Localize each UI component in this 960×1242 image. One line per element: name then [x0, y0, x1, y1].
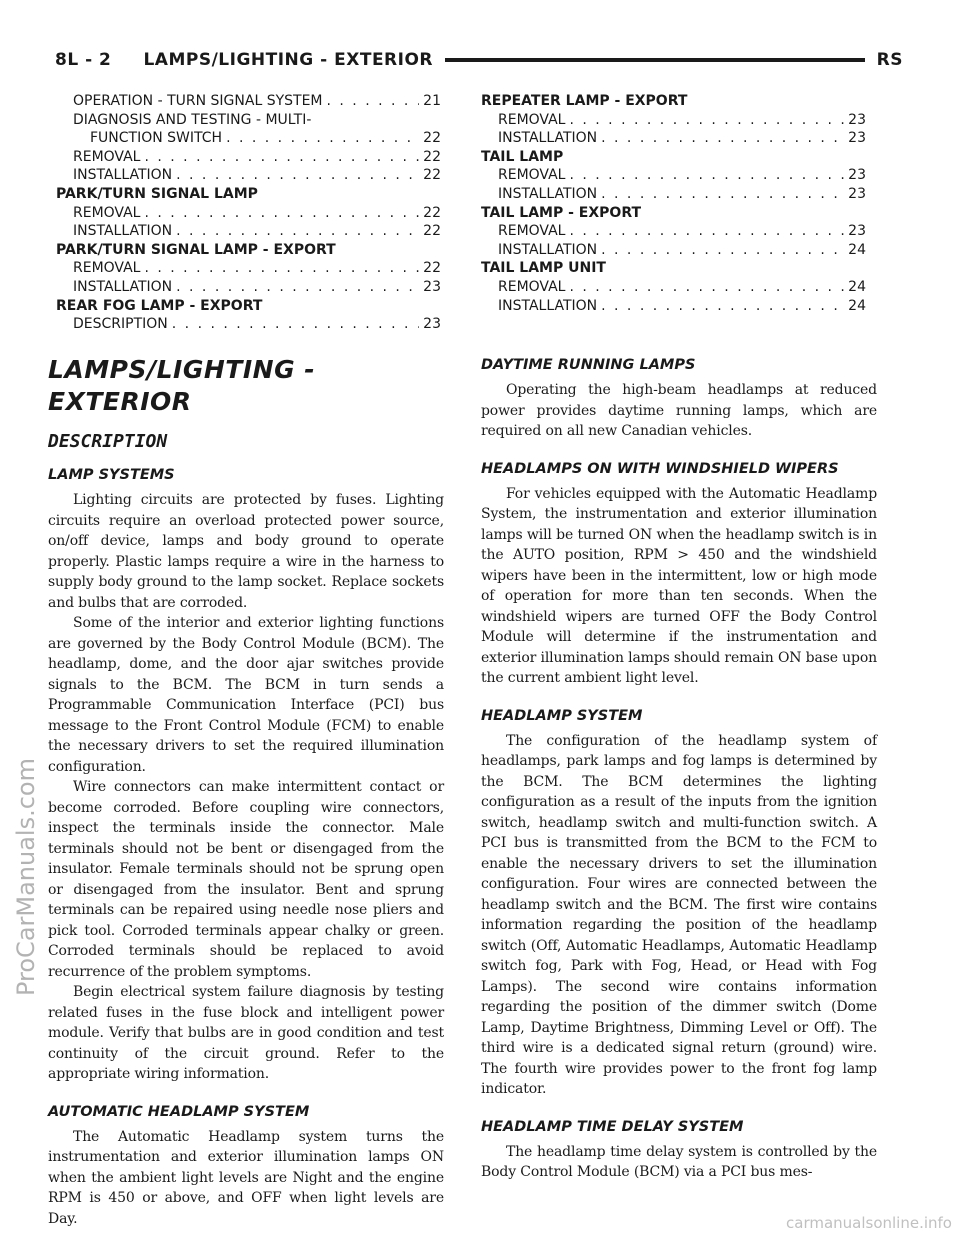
toc-dot-leader: [226, 129, 419, 148]
toc-dot-leader: [569, 166, 844, 185]
side-watermark: [6, 512, 46, 1242]
toc-dot-leader: [144, 259, 419, 278]
toc-dot-leader: [601, 129, 844, 148]
toc-section-heading: TAIL LAMP - EXPORT: [481, 204, 642, 221]
toc-entry: [56, 166, 441, 185]
toc-entry-page: 22: [423, 148, 441, 165]
toc-entry-page: 23: [848, 167, 866, 184]
toc-section-heading: PARK/TURN SIGNAL LAMP: [56, 185, 258, 202]
header-title: 8L - 2 LAMPS/LIGHTING - EXTERIOR: [55, 50, 434, 70]
toc-entry-page: 22: [423, 167, 441, 184]
toc-entry-page: 23: [423, 316, 441, 333]
toc-section-heading: REPEATER LAMP - EXPORT: [481, 93, 688, 109]
toc-entry-page: 23: [848, 223, 866, 240]
toc-dot-leader: [172, 315, 419, 334]
toc-entry-page: 22: [423, 223, 441, 240]
headlamps-wipers-heading: HEADLAMPS ON WITH WINDSHIELD WIPERS: [481, 460, 839, 477]
toc-entry-title: INSTALLATION: [498, 241, 598, 258]
spacer: [481, 1100, 877, 1108]
toc-left-column: [56, 92, 441, 334]
toc-entry-title: REMOVAL: [498, 223, 566, 240]
toc-entry-title: REMOVAL: [73, 204, 141, 221]
toc-entry-page: 23: [848, 111, 866, 128]
toc-entry: [481, 297, 866, 316]
toc-entry-page: 23: [848, 130, 866, 147]
page-header: [55, 46, 903, 74]
toc-entry-page: 24: [848, 278, 866, 295]
toc-entry-page: 23: [423, 278, 441, 295]
toc-entry-title: INSTALLATION: [498, 185, 598, 202]
header-rule: [445, 58, 865, 62]
toc-dot-leader: [327, 92, 420, 111]
main-title: LAMPS/LIGHTING - EXTERIOR: [48, 355, 316, 416]
toc-entry-title: REMOVAL: [498, 111, 566, 128]
toc-dot-leader: [569, 278, 844, 297]
toc-entry-page: 22: [423, 130, 441, 147]
headlamp-system-heading: HEADLAMP SYSTEM: [481, 707, 643, 724]
toc-entry-page: 24: [848, 241, 866, 258]
toc-entry-title: OPERATION - TURN SIGNAL SYSTEM: [73, 93, 323, 109]
toc-entry-title: INSTALLATION: [73, 223, 173, 240]
headlamp-system-paragraph: The configuration of the headlamp system of headlamps, park lamps and fog lamps is determined by the BCM. The BCM determines the lighting configuration as a result of the inputs from the ignition switch, headlamp switch and multi-function switch. A PCI bus is transmitted from the BCM to the FCM to enable the necessary drivers to set the illumination configuration. Four wires are connected between the headlamp switch and the BCM. The first wire contains information regarding the position of the headlamp switch (Off, Automatic Headlamps, Automatic Headlamp switch fog, Park with Fog, Head, or Head with Fog Lamps). The second wire contains information regarding the position of the dimmer switch (Dome Lamp, Daytime Brightness, Dimming Level or Off). The third wire is a dedicated signal return (ground) wire. The fourth wire provides power to the front fog lamp indicator.: [481, 732, 877, 1097]
toc-entry-page: 23: [848, 185, 866, 202]
toc-entry-title: FUNCTION SWITCH: [90, 130, 223, 147]
toc-entry: [56, 148, 441, 167]
toc-entry-page: 22: [423, 204, 441, 221]
daytime-running-heading: DAYTIME RUNNING LAMPS: [481, 357, 696, 373]
toc-entry: [56, 111, 441, 130]
lamp-systems-paragraph-4: Begin electrical system failure diagnosis by testing related fuses in the fuse block and intelligent power module. Verify that bulbs are in good condition and test continuity of the circuit ground. Refer to the appropriate wiring information.: [48, 984, 444, 1082]
lamp-systems-heading: LAMP SYSTEMS: [48, 467, 175, 483]
toc-dot-leader: [144, 148, 419, 167]
toc-dot-leader: [176, 166, 419, 185]
toc-entry-title: DIAGNOSIS AND TESTING - MULTI-: [73, 111, 312, 128]
toc-entry: [481, 166, 866, 185]
toc-dot-leader: [569, 111, 844, 130]
toc-dot-leader: [144, 204, 419, 223]
toc-entry: [56, 204, 441, 223]
spacer: [481, 689, 877, 697]
lamp-systems-paragraph-3: Wire connectors can make intermittent contact or become corroded. Before coupling wire connectors, inspect the terminals inside the connector. Male terminals should not be bent or disengaged from the insulator. Female terminals should not be sprung open or disengaged from the insulator. Bent and sprung terminals can be repaired using needle nose pliers and pick tool. Corroded terminals appear chalky or green. Corroded terminals should be replaced to avoid recurrence of the problem symptoms.: [48, 779, 444, 980]
toc-section-heading: PARK/TURN SIGNAL LAMP - EXPORT: [56, 241, 336, 258]
toc-entry: [481, 185, 866, 204]
daytime-running-paragraph: Operating the high-beam headlamps at reduced power provides daytime running lamps, which are required on all new Canadian vehicles.: [481, 382, 877, 439]
automatic-headlamp-paragraph: The Automatic Headlamp system turns the instrumentation and exterior illumination lamps ON when the ambient light levels are Night and the engine RPM is 450 or above, and OFF when light levels are Day.: [48, 1128, 444, 1227]
toc-dot-leader: [176, 278, 419, 297]
lamp-systems-paragraph-2: Some of the interior and exterior lighting functions are governed by the Body Control Module (BCM). The headlamp, dome, and the door ajar switches provide signals to the BCM. The BCM in turn sends a Programmable Communication Interface (PCI) bus message to the Front Control Module (FCM) to enable the necessary drivers to set the required illumination configuration.: [48, 615, 444, 775]
headlamp-delay-heading: HEADLAMP TIME DELAY SYSTEM: [481, 1118, 744, 1135]
toc-entry: [481, 129, 866, 148]
toc-entry: [481, 222, 866, 241]
headlamp-delay-paragraph: The headlamp time delay system is controlled by the Body Control Module (BCM) via a PCI bus mes-: [481, 1143, 877, 1180]
toc-entry: [56, 92, 441, 111]
toc-dot-leader: [569, 222, 844, 241]
toc-entry-title: REMOVAL: [73, 148, 141, 165]
toc-entry: [481, 278, 866, 297]
toc-entry-page: 22: [423, 260, 441, 277]
body-right-column: [481, 354, 877, 1183]
footer-watermark: carmanualsonline.info: [786, 1214, 952, 1232]
watermark-text: ProCarManuals.com: [12, 758, 40, 997]
toc-right-column: [481, 92, 866, 315]
lamp-systems-paragraph-1: Lighting circuits are protected by fuses. Lighting circuits require an overload protected power source, on/off device, lamps and body ground to operate properly. Plastic lamps require a wire in the harness to supply body ground to the lamp socket. Replace sockets and bulbs that are corroded.: [48, 492, 444, 611]
description-heading: DESCRIPTION: [48, 431, 168, 452]
toc-entry: [56, 278, 441, 297]
toc-entry-title: INSTALLATION: [73, 278, 173, 295]
toc-entry-title: INSTALLATION: [73, 167, 173, 184]
toc-entry: [56, 129, 441, 148]
toc-entry-title: REMOVAL: [498, 278, 566, 295]
toc-entry-page: 24: [848, 297, 866, 314]
headlamps-wipers-paragraph: For vehicles equipped with the Automatic Headlamp System, the instrumentation and exterior illumination lamps will be turned ON when the headlamp switch is in the AUTO position, RPM > 450 and the windshield wipers have been in the intermittent, low or high mode of operation for more than ten seconds. When the windshield wipers are turned OFF the Body Control Module will determine if the instrumentation and exterior illumination lamps should remain ON base upon the current ambient light level.: [481, 485, 877, 686]
toc-section-heading: TAIL LAMP: [481, 148, 564, 165]
toc-entry-title: REMOVAL: [73, 260, 141, 277]
toc-entry: [56, 222, 441, 241]
toc-entry: [56, 259, 441, 278]
spacer: [48, 1085, 444, 1093]
toc-entry-title: REMOVAL: [498, 167, 566, 184]
toc-entry-title: DESCRIPTION: [73, 316, 168, 333]
toc-entry: [56, 315, 441, 334]
toc-entry: [481, 241, 866, 260]
toc-section-heading: TAIL LAMP UNIT: [481, 260, 606, 277]
toc-dot-leader: [176, 222, 419, 241]
toc-dot-leader: [601, 241, 844, 260]
toc-dot-leader: [601, 297, 844, 316]
toc-entry: [481, 111, 866, 130]
spacer: [481, 442, 877, 450]
toc-entry-title: INSTALLATION: [498, 130, 598, 147]
toc-section-heading: REAR FOG LAMP - EXPORT: [56, 297, 263, 314]
toc-entry-title: INSTALLATION: [498, 297, 598, 314]
body-left-column: [48, 354, 444, 1229]
automatic-headlamp-heading: AUTOMATIC HEADLAMP SYSTEM: [48, 1103, 310, 1120]
toc-entry-page: 21: [423, 93, 441, 109]
header-code: RS: [876, 50, 903, 70]
toc-dot-leader: [601, 185, 844, 204]
